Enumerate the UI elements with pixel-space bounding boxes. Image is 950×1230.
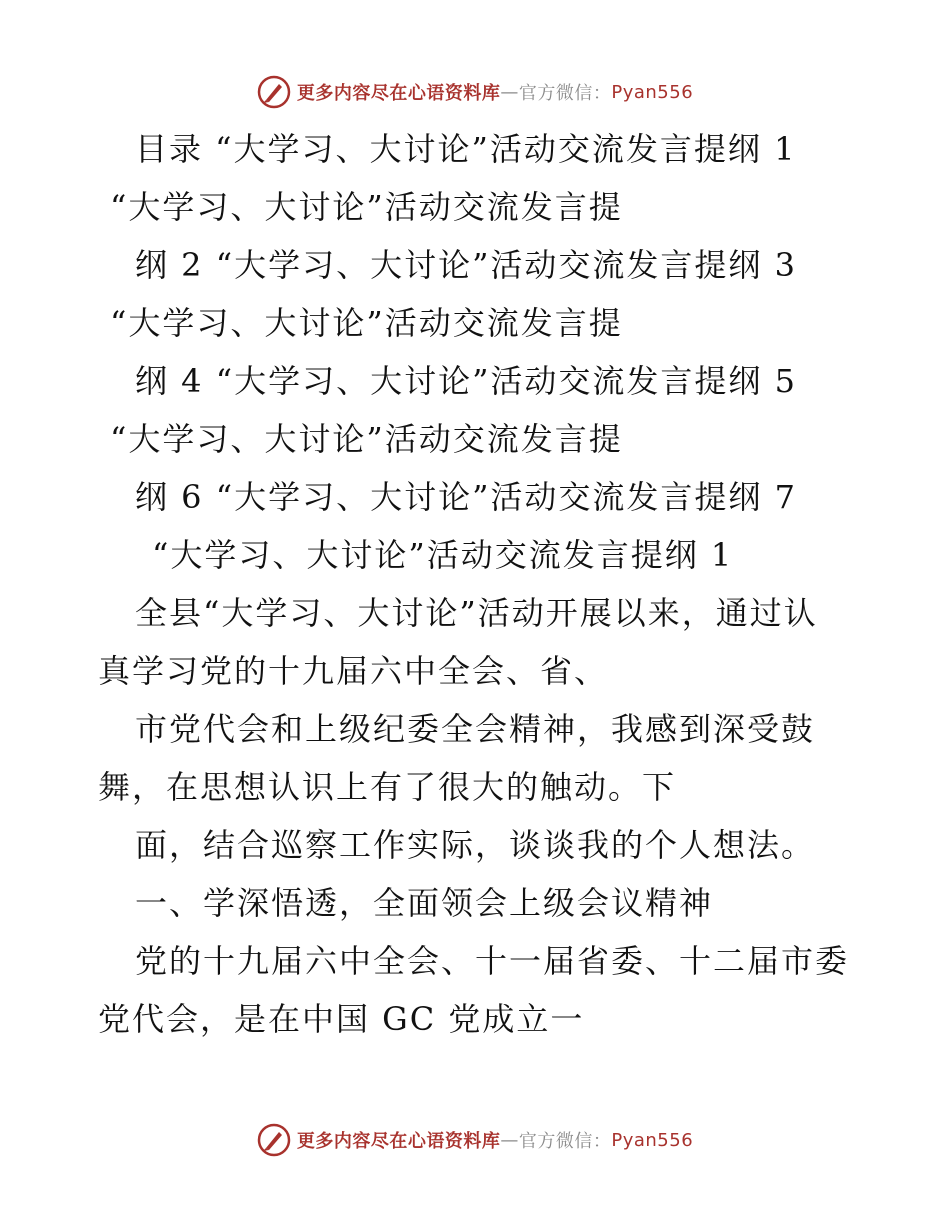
header-watermark [0,72,950,112]
heading-line: 一、学深悟透，全面领会上级会议精神 [135,884,714,922]
quill-logo-icon [257,1123,291,1157]
paragraph-line: 党代会，是在中国 GC 党成立一 [98,1000,585,1038]
watermark-wechat-label: 官方微信： [518,1131,612,1152]
watermark-dash: — [500,1129,519,1151]
toc-line-3: 纲 2 “大学习、大讨论”活动交流发言提纲 3 [135,246,797,284]
toc-line-6: “大学习、大讨论”活动交流发言提 [110,420,623,458]
watermark-wechat-id: Pyan556 [611,81,694,103]
watermark-main-text: 更多内容尽在心语资料库 [296,83,501,104]
footer-watermark [0,1120,950,1160]
toc-line-2: “大学习、大讨论”活动交流发言提 [110,188,623,226]
watermark-wechat-id: Pyan556 [611,1129,694,1151]
paragraph-line: 面，结合巡察工作实际，谈谈我的个人想法。 [135,826,816,864]
watermark-wechat-label: 官方微信： [518,83,612,104]
toc-line-5: 纲 4 “大学习、大讨论”活动交流发言提纲 5 [135,362,797,400]
quill-logo-icon [257,75,291,109]
paragraph-line: 市党代会和上级纪委全会精神，我感到深受鼓 [135,710,816,748]
paragraph-line: 真学习党的十九届六中全会、省、 [98,652,609,690]
section-title: “大学习、大讨论”活动交流发言提纲 1 [152,536,734,574]
toc-line-4: “大学习、大讨论”活动交流发言提 [110,304,623,342]
document-body [0,120,950,1048]
paragraph-line: 舞，在思想认识上有了很大的触动。下 [98,768,677,806]
paragraph-line: 党的十九届六中全会、十一届省委、十二届市委 [135,942,850,980]
watermark-main-text: 更多内容尽在心语资料库 [296,1131,501,1152]
watermark-dash: — [500,81,519,103]
toc-line-7: 纲 6 “大学习、大讨论”活动交流发言提纲 7 [135,478,797,516]
toc-line-1: 目录 “大学习、大讨论”活动交流发言提纲 1 [135,130,797,168]
paragraph-line: 全县“大学习、大讨论”活动开展以来，通过认 [135,594,818,632]
